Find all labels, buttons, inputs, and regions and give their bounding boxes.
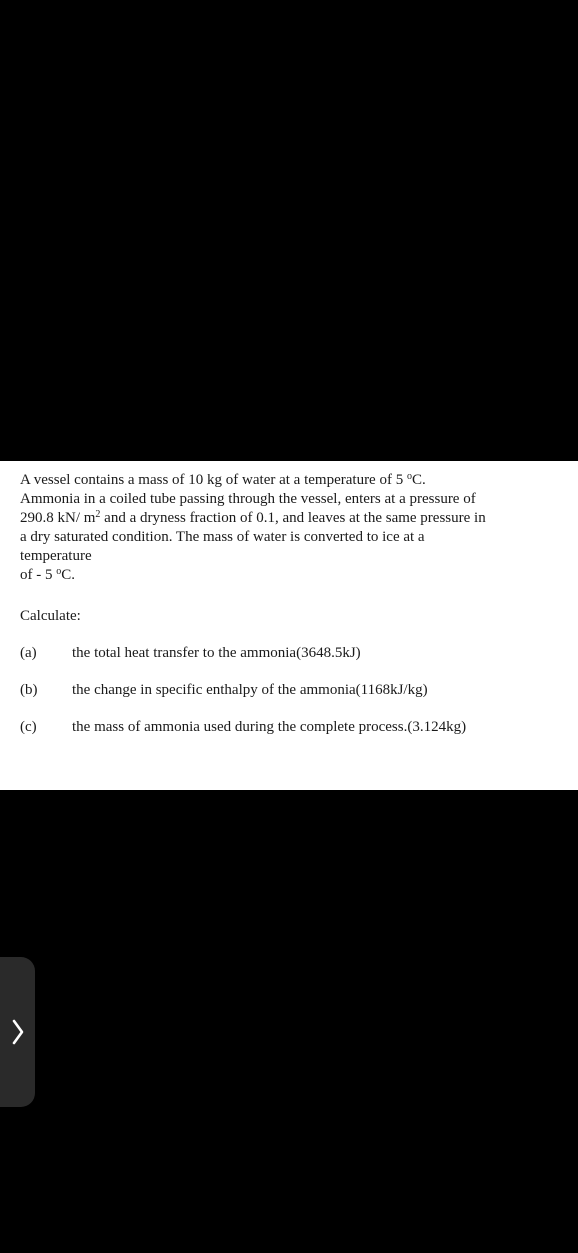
problem-line-6-unit: C. xyxy=(61,567,76,583)
side-panel-handle[interactable] xyxy=(0,957,35,1107)
problem-line-3 xyxy=(20,509,548,528)
problem-line-1 xyxy=(20,471,548,490)
document-panel xyxy=(0,461,578,790)
problem-line-1-text: A vessel contains a mass of 10 kg of water at a temperature of 5 xyxy=(20,472,407,488)
squared-sup: 2 xyxy=(95,509,101,520)
problem-line-2: Ammonia in a coiled tube passing through the vessel, enters at a pressure of xyxy=(20,491,476,507)
question-letter: (c) xyxy=(20,719,37,735)
problem-line-4: a dry saturated condition. The mass of water is converted to ice at a xyxy=(20,529,425,545)
degree-sup: o xyxy=(56,566,62,577)
question-text: the total heat transfer to the ammonia(3648.5kJ) xyxy=(72,645,361,661)
problem-statement xyxy=(20,471,548,585)
problem-line-1-unit: C. xyxy=(411,472,426,488)
problem-line-5: temperature xyxy=(20,548,92,564)
question-text: the mass of ammonia used during the complete process.(3.124kg) xyxy=(72,719,467,735)
question-letter: (a) xyxy=(20,645,37,661)
question-b xyxy=(20,681,558,700)
question-letter: (b) xyxy=(20,682,38,698)
question-c xyxy=(20,718,558,737)
degree-sup: o xyxy=(406,471,412,482)
problem-line-6 xyxy=(20,566,548,585)
question-text: the change in specific enthalpy of the ammonia(1168kJ/kg) xyxy=(72,682,428,698)
question-a xyxy=(20,644,558,663)
problem-line-3-text: 290.8 kN/ m xyxy=(20,510,96,526)
problem-line-3-tail: and a dryness fraction of 0.1, and leaves at the same pressure in xyxy=(100,510,486,526)
calculate-label: Calculate: xyxy=(20,608,81,624)
chevron-right-icon xyxy=(11,1018,25,1046)
problem-line-6-text: of - 5 xyxy=(20,567,57,583)
